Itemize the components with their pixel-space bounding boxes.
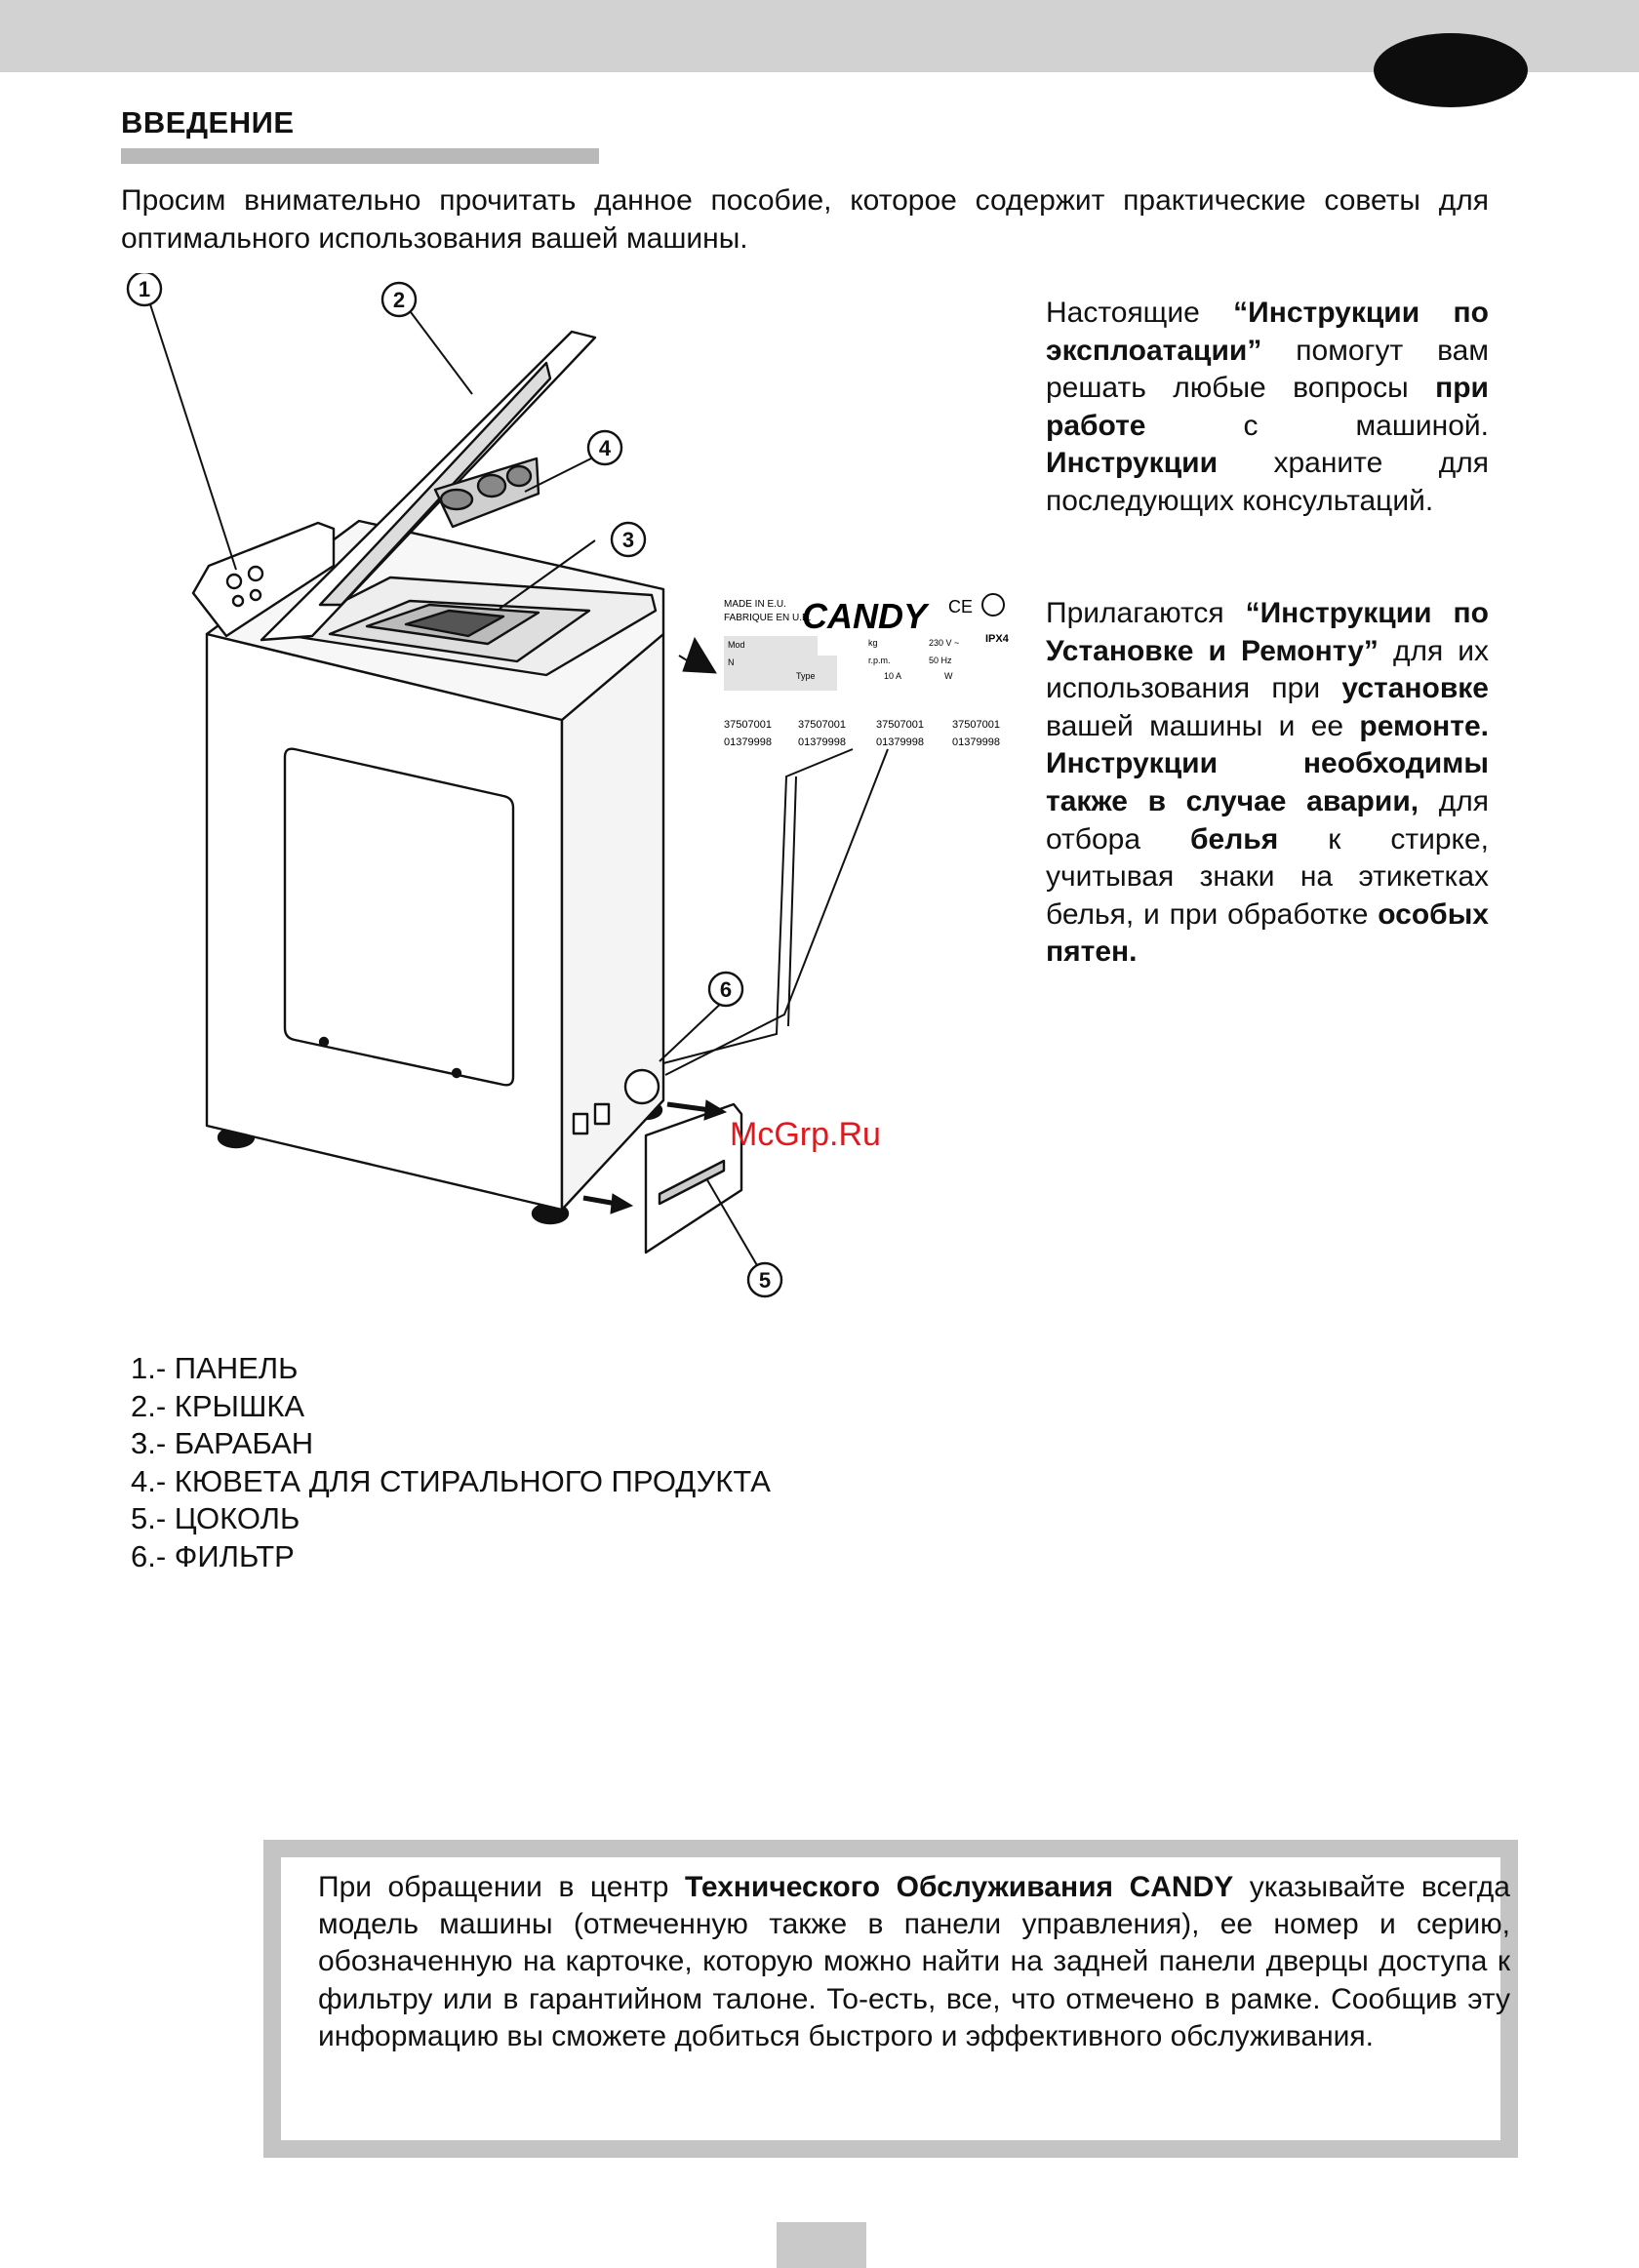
arrow-line — [667, 1104, 710, 1110]
plate-maker-line: FABRIQUE EN U.E. — [724, 613, 812, 623]
text-run-bold: ремонте. Инструкции необходимы также в случае аварии, — [1046, 709, 1489, 817]
text-run-bold: “Инструкции по эксплоатации” — [1046, 297, 1489, 367]
watermark: McGrp.Ru — [730, 1116, 881, 1153]
plate-label: r.p.m. — [868, 656, 891, 665]
part-item: 4.- КЮВЕТА ДЛЯ СТИРАЛЬНОГО ПРОДУКТА — [131, 1463, 771, 1498]
text-run-bold: “Инструкции по Установке и Ремонту” — [1046, 597, 1489, 667]
text-run: для отбора — [1046, 784, 1489, 855]
text-run-bold: Технического Обслуживания CANDY — [684, 1871, 1234, 1903]
text-run: При обращении в центр — [318, 1871, 685, 1903]
text-run-bold: белья — [1190, 822, 1279, 855]
serial-number: 01379998 — [876, 736, 924, 748]
text-run: вашей машины и ее — [1046, 709, 1360, 742]
part-item: 2.- КРЫШКА — [131, 1388, 305, 1423]
callout-leader — [402, 300, 472, 394]
plate-maker-line: MADE IN E.U. — [724, 599, 786, 610]
callout-leader — [660, 997, 728, 1061]
serial-number: 01379998 — [724, 736, 772, 748]
text-run: с машиной. — [1145, 409, 1489, 442]
drawer-compartment — [507, 466, 531, 486]
title-underline — [121, 148, 599, 164]
safety-mark-icon — [982, 594, 1004, 616]
drawer-compartment — [441, 490, 472, 509]
section-title: ВВЕДЕНИЕ — [121, 105, 295, 139]
parts-list — [131, 1350, 771, 1576]
filter-latch — [595, 1104, 609, 1124]
plate-label: 10 A — [884, 671, 902, 681]
callout-number: 2 — [392, 288, 406, 312]
plate-label: W — [944, 671, 953, 681]
part-item: 6.- ФИЛЬТР — [131, 1538, 295, 1573]
service-info-text — [318, 1869, 1510, 2055]
callout-number: 5 — [758, 1268, 772, 1293]
arrow-head — [611, 1194, 632, 1214]
text-run: для их использования при — [1046, 634, 1490, 705]
side-text-installation — [1046, 595, 1489, 972]
language-tab — [1374, 33, 1528, 107]
text-run: храните для последующих консультаций. — [1046, 447, 1489, 517]
barcode-number: 37507001 — [952, 719, 1000, 731]
page-number-tab — [777, 2222, 866, 2268]
part-item: 1.- ПАНЕЛЬ — [131, 1351, 299, 1385]
barcode-number: 37507001 — [876, 719, 924, 731]
plate-label: Type — [796, 671, 816, 681]
washing-machine-figure — [117, 273, 1034, 1307]
plate-label: N — [728, 657, 735, 667]
plate-serial-field — [724, 656, 837, 691]
text-run-bold: Инструкции — [1046, 447, 1219, 480]
serial-number: 01379998 — [952, 736, 1000, 748]
plate-ce-mark: CE — [948, 597, 974, 617]
callout-leader — [150, 304, 236, 570]
service-info-box — [263, 1840, 1518, 2158]
filter-cap — [625, 1070, 659, 1103]
side-text-operating — [1046, 295, 1489, 521]
barcode-number: 37507001 — [798, 719, 846, 731]
callout-number: 6 — [719, 977, 733, 1002]
text-run: указывайте всегда модель машины (отмеченную также в панели управления), ее номер и серию, обозначенную на карточке, которую можно найти на задней панели дверцы доступа к фильтру или в гарантийном талоне. То-есть, все, что отмечено в рамке. Сообщив эту информацию вы сможете добиться быстрого и эффективного обслуживания. — [318, 1871, 1510, 2052]
text-run-bold: особых пятен. — [1046, 897, 1489, 969]
text-run-bold: установке — [1341, 672, 1489, 705]
drawer-compartment — [478, 475, 505, 497]
plate-label: kg — [868, 638, 878, 648]
screw — [453, 1069, 460, 1077]
screw — [320, 1038, 328, 1046]
filter-latch — [574, 1114, 587, 1134]
text-run: Прилагаются — [1046, 597, 1246, 629]
front-panel — [285, 749, 513, 1086]
control-button — [233, 596, 243, 606]
plate-label: 230 V ~ — [929, 638, 960, 648]
barcode-number: 37507001 — [724, 719, 772, 731]
intro-paragraph: Просим внимательно прочитать данное пособие, которое содержит практические советы для оптимального использования вашей машины. — [121, 184, 1489, 255]
control-knob — [249, 567, 262, 580]
callout-number: 4 — [598, 436, 612, 460]
part-item: 5.- ЦОКОЛЬ — [131, 1501, 300, 1536]
control-button — [251, 590, 260, 600]
plate-pointer-arrow — [683, 638, 716, 673]
plate-label: Mod — [728, 640, 745, 650]
text-run: помогут вам решать любые вопросы — [1046, 334, 1489, 405]
plate-brand: CANDY — [802, 596, 928, 636]
text-run: к стирке, учитывая знаки на этикетках белья, и при обработке — [1046, 822, 1489, 931]
serial-number: 01379998 — [798, 736, 846, 748]
callout-number: 1 — [138, 277, 151, 301]
text-run-bold: при работе — [1046, 372, 1489, 442]
rating-plate — [724, 594, 1010, 748]
callout-number: 3 — [621, 528, 635, 552]
control-knob — [227, 575, 241, 588]
leader-line — [663, 749, 853, 1063]
plate-label: 50 Hz — [929, 656, 952, 665]
text-run: Настоящие — [1046, 297, 1234, 329]
plate-ipx: IPX4 — [985, 633, 1009, 645]
part-item: 3.- БАРАБАН — [131, 1426, 314, 1461]
